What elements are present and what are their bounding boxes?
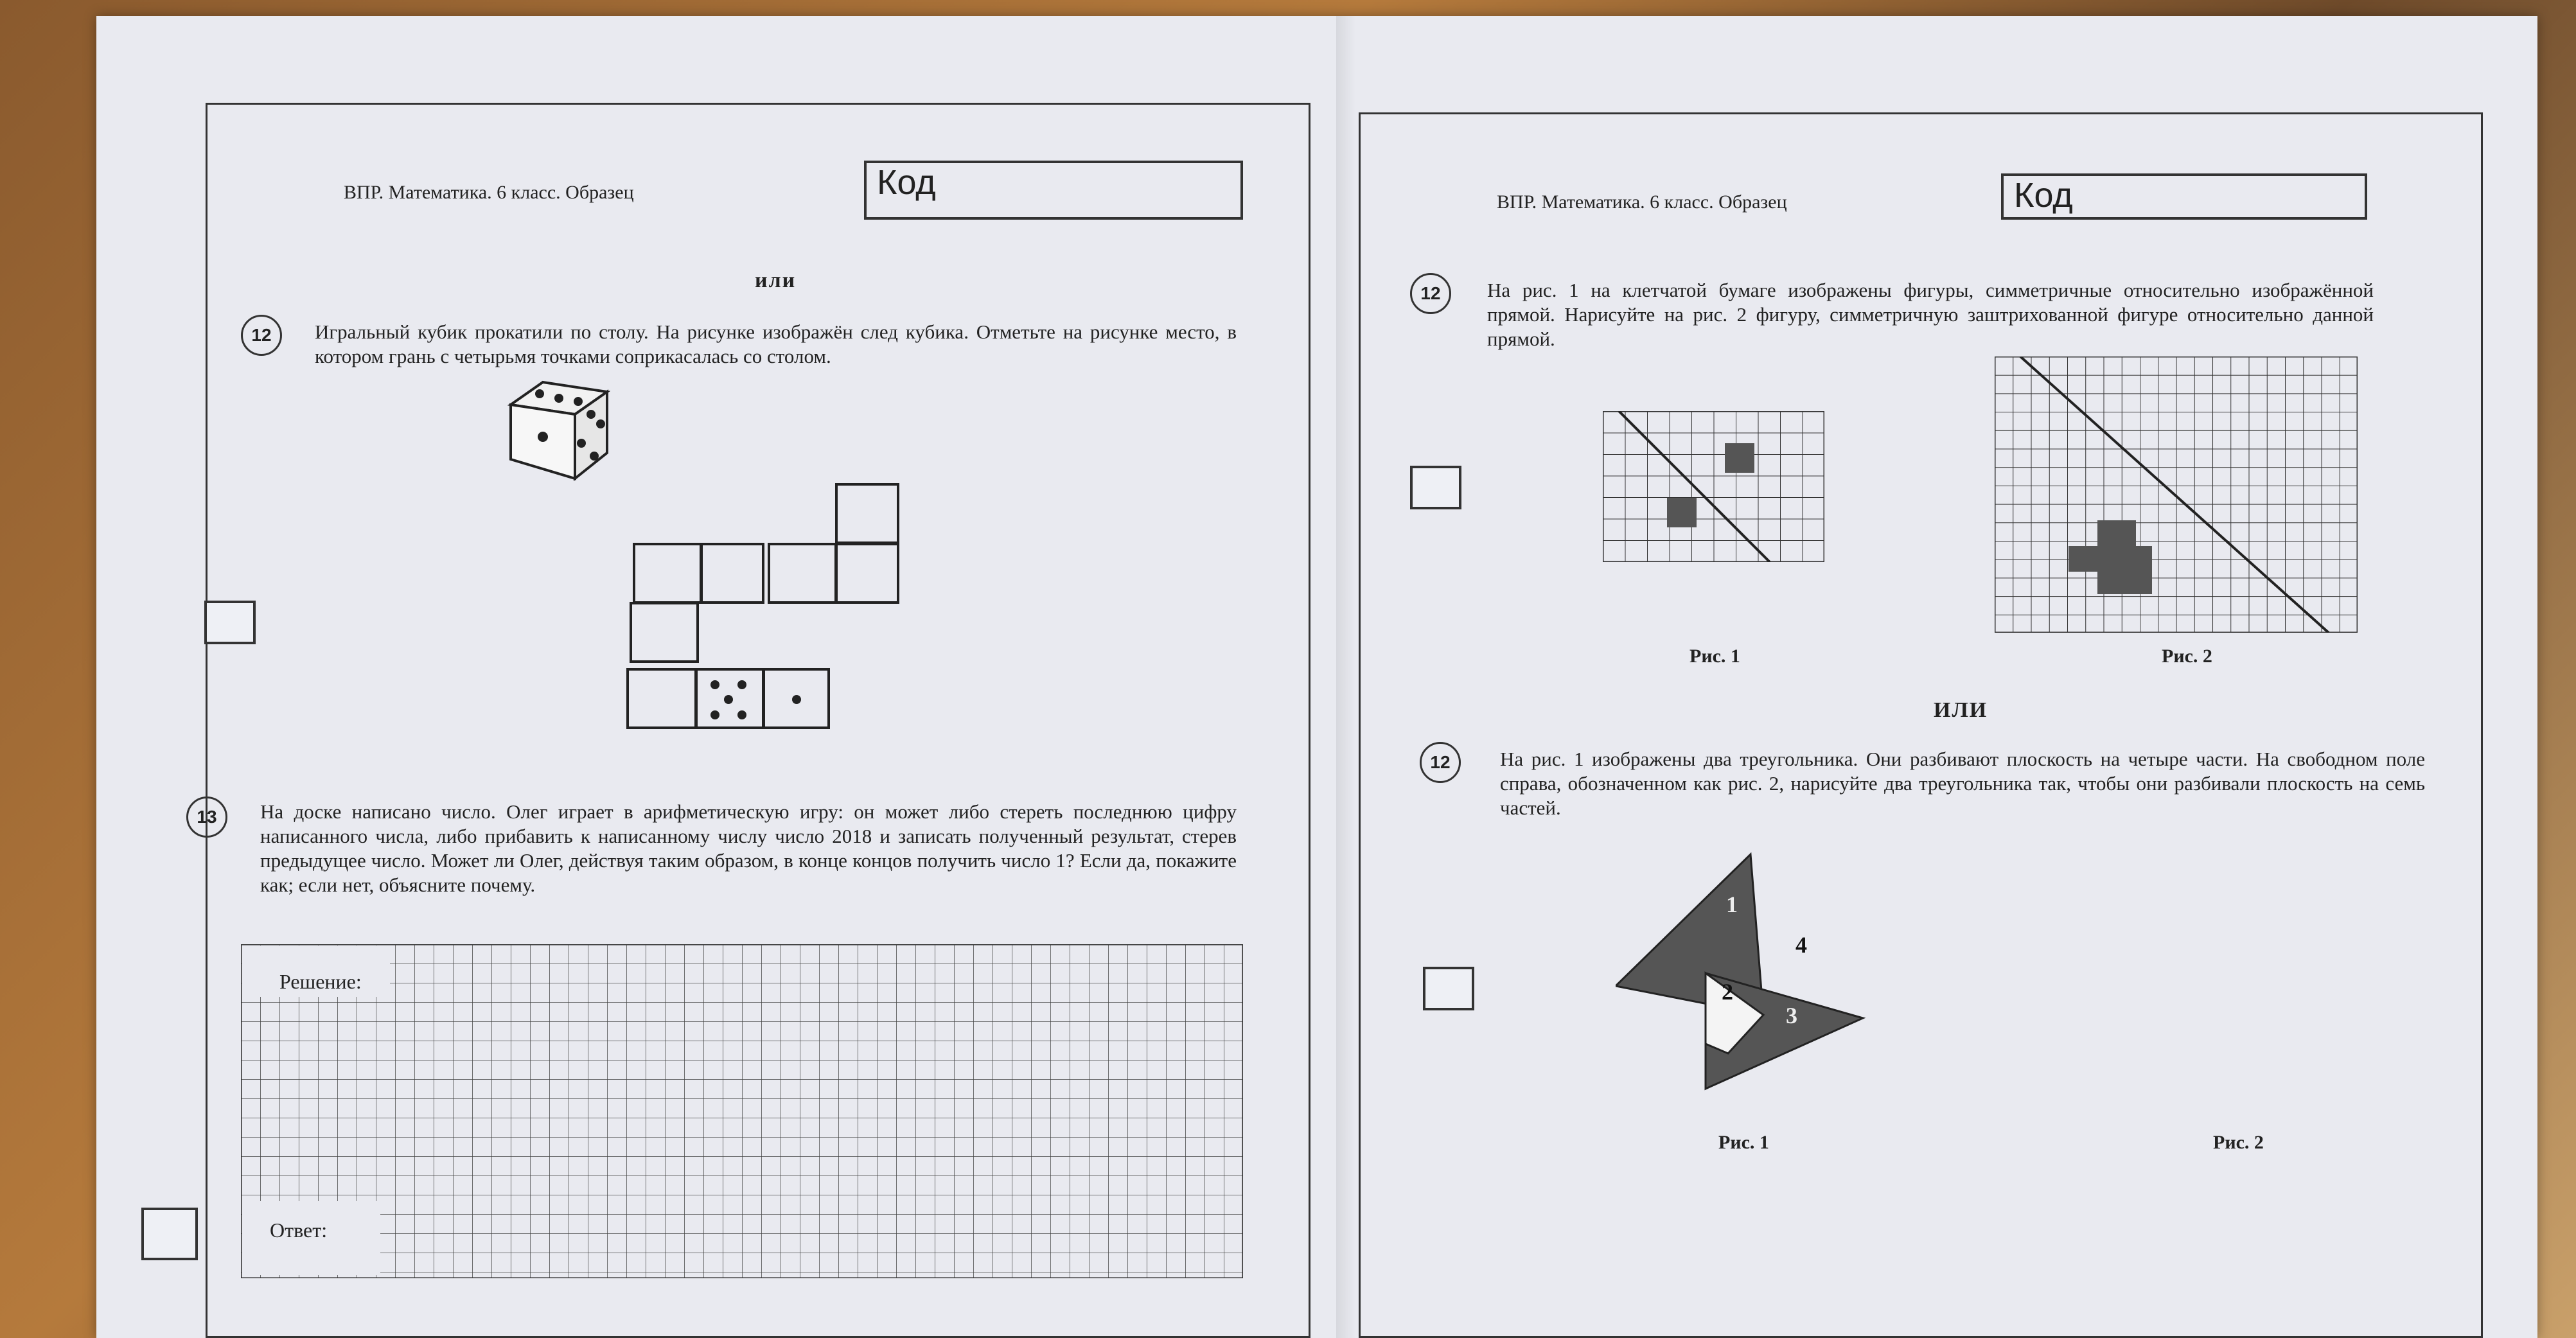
trail-cell-one-pip[interactable]: [763, 668, 830, 729]
region-label-2: 2: [1722, 979, 1733, 1005]
page-fold: [1336, 16, 1355, 1338]
score-box-q12a[interactable]: [1410, 466, 1461, 509]
left-code-box[interactable]: Код: [864, 161, 1243, 220]
q12b-fig2-caption: Рис. 2: [2213, 1132, 2264, 1153]
solution-grid[interactable]: [241, 944, 1243, 1278]
score-box-q12-left[interactable]: [204, 601, 256, 644]
trail-cell[interactable]: [835, 543, 899, 604]
q12-number-left: 12: [241, 315, 282, 356]
trail-cell-four-pips[interactable]: [695, 668, 764, 729]
score-box-q12b[interactable]: [1423, 967, 1474, 1010]
right-code-box[interactable]: Код: [2001, 173, 2367, 220]
score-box-q13[interactable]: [141, 1208, 198, 1260]
q12b-text: На рис. 1 изображены два треугольника. Они разбивают плоскость на четыре части. На свободном поле справа, обозначенном как рис. 2, нарисуйте два треугольника так, чтобы они разбивали плоскость на семь частей.: [1500, 748, 2425, 819]
region-label-4: 4: [1795, 932, 1807, 958]
symmetry-figure-2[interactable]: [1995, 357, 2358, 633]
q12a-number: 12: [1410, 273, 1451, 314]
trail-cell[interactable]: [633, 543, 702, 604]
q12a-text: На рис. 1 на клетчатой бумаге изображены фигуры, симметричные относительно изображённой прямой. Нарисуйте на рис. 2 фигуру, симметричную заштрихованной фигуре относительно данной прямой.: [1487, 279, 2374, 350]
trail-cell[interactable]: [630, 602, 699, 663]
solution-label: Решение:: [279, 970, 362, 993]
trail-cell[interactable]: [626, 668, 697, 729]
trail-cell[interactable]: [700, 543, 764, 604]
q12a-fig2-caption: Рис. 2: [2162, 646, 2212, 667]
q12a-fig1-caption: Рис. 1: [1689, 646, 1740, 667]
right-or-label: ИЛИ: [1934, 698, 1988, 722]
q12b-fig1-caption: Рис. 1: [1718, 1132, 1769, 1153]
q13-number: 13: [186, 797, 227, 838]
symmetry-figure-1: [1603, 411, 1824, 562]
q12-text-left: Игральный кубик прокатили по столу. На рисунке изображён след кубика. Отметьте на рисунке место, в котором грань с четырьмя точками соприкасалась со столом.: [315, 321, 1237, 367]
region-label-3: 3: [1786, 1003, 1797, 1028]
right-header: ВПР. Математика. 6 класс. Образец: [1497, 191, 1787, 213]
trail-cell[interactable]: [768, 543, 837, 604]
region-label-1: 1: [1726, 892, 1738, 917]
answer-label: Ответ:: [270, 1219, 328, 1242]
left-or-label: или: [755, 268, 797, 292]
left-header: ВПР. Математика. 6 класс. Образец: [344, 182, 634, 203]
q13-text: На доске написано число. Олег играет в арифметическую игру: он может либо стереть последнюю цифру написанного числа, либо прибавить к написанному числу число 2018 и записать полученный результат, стерев предыдущее число. Может ли Олег, действуя таким образом, в конце концов получить число 1? Если да, покажите как; если нет, объясните почему.: [260, 800, 1237, 896]
dice-illustration: [504, 376, 620, 488]
triangles-figure: [1616, 848, 1866, 1092]
trail-cell-top[interactable]: [835, 483, 899, 544]
q12b-number: 12: [1420, 742, 1461, 783]
